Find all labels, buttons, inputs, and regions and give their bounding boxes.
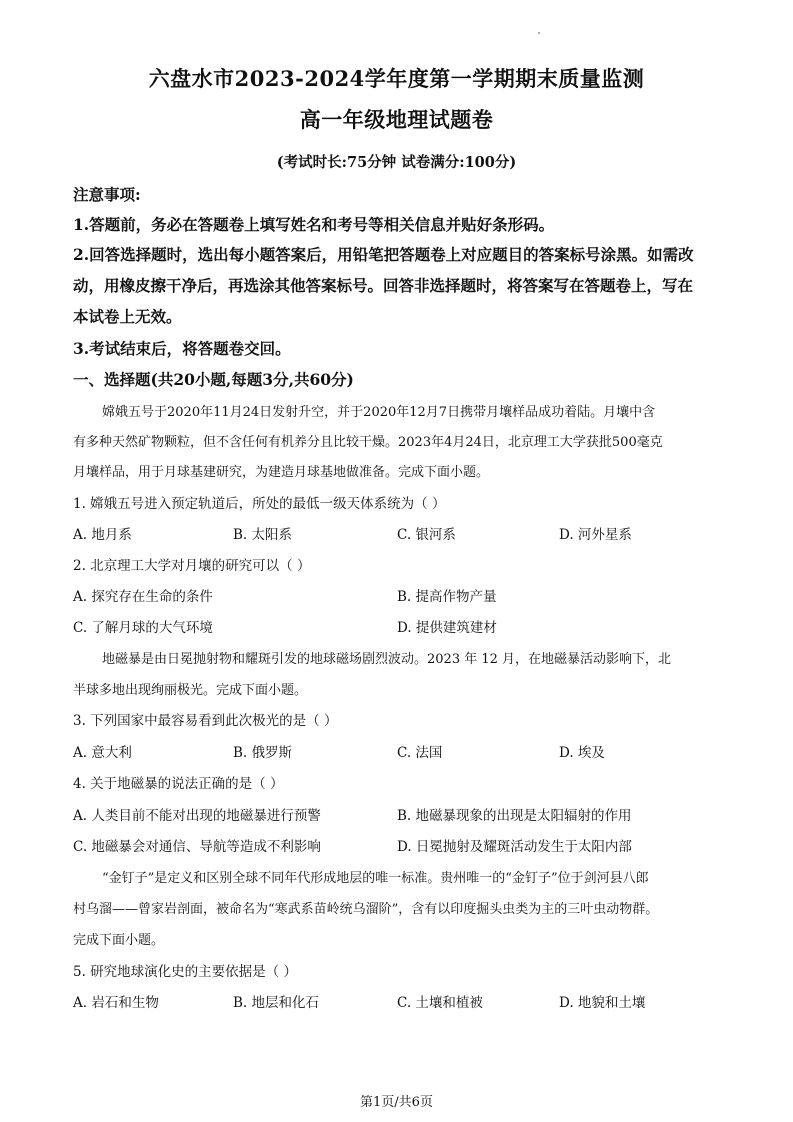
note-3: 3.考试结束后，将答题卷交回。 [73,339,291,358]
scan-speck [538,32,540,34]
question-4-option-b: B. 地磁暴现象的出现是太阳辐射的作用 [397,808,632,824]
note-2-line-1: 2.回答选择题时，选出每小题答案后，用铅笔把答题卷上对应题目的答案标号涂黑。如需改 [73,245,694,264]
question-2-option-d: D. 提供建筑建材 [397,620,497,636]
note-1: 1.答题前，务必在答题卷上填写姓名和考号等相关信息并贴好条形码。 [73,215,555,234]
question-5-stem: 5. 研究地球演化史的主要依据是（ ） [73,964,297,980]
question-5-option-b: B. 地层和化石 [233,995,320,1011]
question-3-option-c: C. 法国 [397,745,443,761]
question-4-option-a: A. 人类目前不能对出现的地磁暴进行预警 [73,808,321,824]
question-2-option-c: C. 了解月球的大气环境 [73,620,213,636]
question-2-stem: 2. 北京理工大学对月壤的研究可以（ ） [73,558,311,574]
question-1-option-c: C. 银河系 [397,527,456,543]
exam-title: 六盘水市2023-2024学年度第一学期期末质量监测 [148,66,645,91]
passage-1-line-1: 嫦娥五号于2020年11月24日发射升空，并于2020年12月7日携带月壤样品成功着陆。月壤中含 [102,405,656,420]
exam-info: (考试时长:75分钟 试卷满分:100分) [276,154,517,171]
section-heading: 一、选择题(共20小题,每题3分,共60分) [73,370,354,389]
passage-3-line-3: 完成下面小题。 [73,933,165,948]
question-3-option-b: B. 俄罗斯 [233,745,293,761]
exam-subtitle: 高一年级地理试题卷 [299,107,494,132]
question-4-option-c: C. 地磁暴会对通信、导航等造成不利影响 [73,839,321,855]
question-2-option-a: A. 探究存在生命的条件 [73,589,213,605]
question-1-option-d: D. 河外星系 [559,527,632,543]
passage-3-line-1: “金钉子”是定义和区别全球不同年代形成地层的唯一标准。贵州唯一的“金钉子”位于剑河县八郎 [102,871,649,886]
question-3-option-a: A. 意大利 [73,745,132,761]
question-1-stem: 1. 嫦娥五号进入预定轨道后，所处的最低一级天体系统为（ ） [73,496,446,512]
page-number: 第1页/共6页 [360,1095,433,1110]
question-3-option-d: D. 埃及 [559,745,605,761]
question-1-option-b: B. 太阳系 [233,527,293,543]
note-2-line-3: 本试卷上无效。 [73,307,182,326]
question-4-stem: 4. 关于地磁暴的说法正确的是（ ） [73,776,284,792]
question-1-option-a: A. 地月系 [73,527,132,543]
question-5-option-d: D. 地貌和土壤 [559,995,646,1011]
passage-3-line-2: 村乌溜——曾家岩剖面，被命名为“寒武系苗岭统乌溜阶”，含有以印度掘头虫类为主的三叶虫动物群。 [73,902,659,917]
passage-1-line-3: 月壤样品，用于月球基建研究，为建造月球基地做准备。完成下面小题。 [73,465,490,480]
passage-2-line-2: 半球多地出现绚丽极光。完成下面小题。 [73,683,308,698]
passage-1-line-2: 有多种天然矿物颗粒，但不含任何有机养分且比较干燥。2023年4月24日，北京理工大学获批500毫克 [73,435,663,450]
question-2-option-b: B. 提高作物产量 [397,589,497,605]
passage-2-line-1: 地磁暴是由日冕抛射物和耀斑引发的地球磁场剧烈波动。2023 年 12 月，在地磁暴活动影响下，北 [102,652,672,667]
question-5-option-c: C. 土壤和植被 [397,995,483,1011]
question-3-stem: 3. 下列国家中最容易看到此次极光的是（ ） [73,713,338,729]
note-2-line-2: 动，用橡皮擦干净后，再选涂其他答案标号。回答非选择题时，将答案写在答题卷上，写在 [73,276,694,295]
notes-heading: 注意事项: [73,185,141,204]
question-4-option-d: D. 日冕抛射及耀斑活动发生于太阳内部 [397,839,632,855]
question-5-option-a: A. 岩石和生物 [73,995,159,1011]
